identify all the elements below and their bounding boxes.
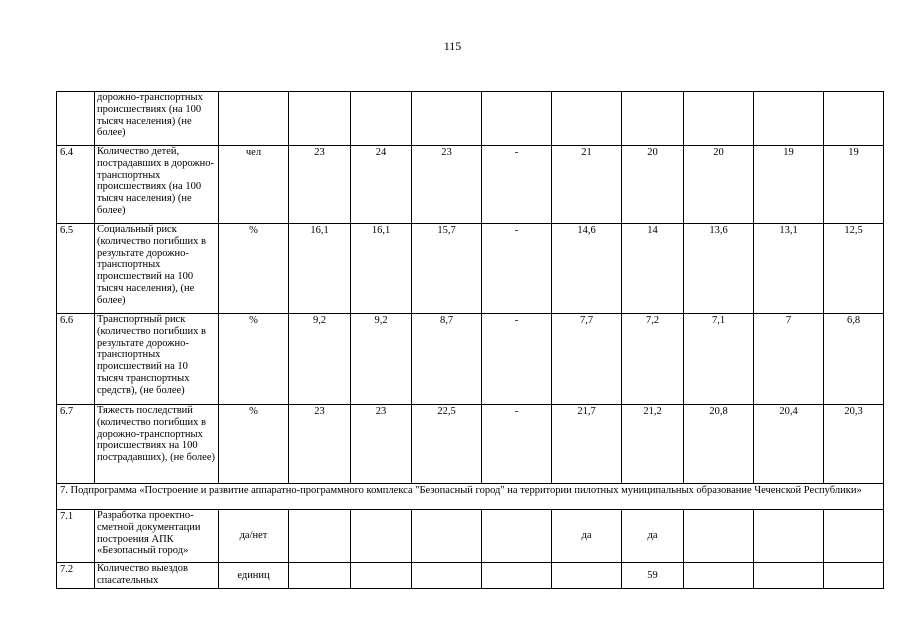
unit-cell: чел [219, 146, 289, 224]
value-cell: 7,1 [684, 314, 754, 405]
value-cell: 21,7 [552, 405, 622, 484]
value-cell [482, 92, 552, 146]
table-row [57, 92, 884, 146]
value-cell [412, 563, 482, 589]
value-cell: 23 [289, 146, 351, 224]
value-cell: 16,1 [351, 224, 412, 314]
value-cell [754, 563, 824, 589]
subprogram-title: 7. Подпрограмма «Построение и развитие аппаратно-программного комплекса "Безопасный город" на территории пилотных муниципальных образование Чеченской Республики» [57, 484, 884, 510]
row-id: 6.6 [57, 314, 95, 405]
value-cell: - [482, 224, 552, 314]
value-cell [351, 92, 412, 146]
value-cell [482, 510, 552, 563]
unit-cell: единиц [219, 563, 289, 589]
value-cell [482, 563, 552, 589]
value-cell [351, 563, 412, 589]
value-cell: 7,2 [622, 314, 684, 405]
indicator-name: Количество детей, пострадавших в дорожно-транспортных происшествиях (на 100 тысяч населения) (не более) [95, 146, 219, 224]
value-cell: 23 [412, 146, 482, 224]
indicator-name: Транспортный риск (количество погибших в результате дорожно-транспортных происшествий на 10 тысяч транспортных средств), (не более) [95, 314, 219, 405]
row-id [57, 92, 95, 146]
section-row [57, 484, 884, 510]
value-cell: 7 [754, 314, 824, 405]
value-cell: 7,7 [552, 314, 622, 405]
value-cell: 9,2 [289, 314, 351, 405]
value-cell: да [552, 510, 622, 563]
indicator-name: Тяжесть последствий (количество погибших в дорожно-транспортных происшествиях на 100 пострадавших), (не более) [95, 405, 219, 484]
value-cell: 6,8 [824, 314, 884, 405]
value-cell [552, 563, 622, 589]
table-row [57, 563, 884, 589]
value-cell: - [482, 405, 552, 484]
value-cell: 9,2 [351, 314, 412, 405]
indicator-name: дорожно-транспортных происшествиях (на 100 тысяч населения) (не более) [95, 92, 219, 146]
value-cell: 21 [552, 146, 622, 224]
unit-cell [219, 92, 289, 146]
value-cell: 20,3 [824, 405, 884, 484]
value-cell [289, 563, 351, 589]
value-cell: 23 [351, 405, 412, 484]
table-row [57, 405, 884, 484]
row-id: 7.1 [57, 510, 95, 563]
unit-cell: % [219, 224, 289, 314]
value-cell: 19 [754, 146, 824, 224]
value-cell [754, 92, 824, 146]
value-cell: 14,6 [552, 224, 622, 314]
value-cell [351, 510, 412, 563]
unit-cell: да/нет [219, 510, 289, 563]
table-row [57, 510, 884, 563]
value-cell: - [482, 314, 552, 405]
value-cell: 8,7 [412, 314, 482, 405]
value-cell: 13,6 [684, 224, 754, 314]
unit-cell: % [219, 405, 289, 484]
value-cell [412, 92, 482, 146]
row-id: 6.5 [57, 224, 95, 314]
value-cell: 24 [351, 146, 412, 224]
value-cell: 59 [622, 563, 684, 589]
row-id: 6.4 [57, 146, 95, 224]
value-cell [824, 92, 884, 146]
value-cell: 22,5 [412, 405, 482, 484]
value-cell [684, 563, 754, 589]
value-cell: - [482, 146, 552, 224]
value-cell: 14 [622, 224, 684, 314]
value-cell: 13,1 [754, 224, 824, 314]
value-cell: 20 [622, 146, 684, 224]
value-cell: 20,4 [754, 405, 824, 484]
value-cell: да [622, 510, 684, 563]
value-cell [552, 92, 622, 146]
value-cell [412, 510, 482, 563]
value-cell [684, 510, 754, 563]
row-id: 7.2 [57, 563, 95, 589]
value-cell [289, 92, 351, 146]
value-cell [289, 510, 351, 563]
page-number: 115 [443, 39, 462, 53]
value-cell [824, 510, 884, 563]
value-cell: 20,8 [684, 405, 754, 484]
table-row [57, 224, 884, 314]
table-row [57, 314, 884, 405]
value-cell: 21,2 [622, 405, 684, 484]
unit-cell: % [219, 314, 289, 405]
indicator-name: Количество выездов спасательных [95, 563, 219, 589]
value-cell [824, 563, 884, 589]
indicators-table [56, 91, 884, 589]
value-cell [622, 92, 684, 146]
value-cell: 20 [684, 146, 754, 224]
value-cell: 15,7 [412, 224, 482, 314]
value-cell: 12,5 [824, 224, 884, 314]
value-cell [684, 92, 754, 146]
value-cell: 16,1 [289, 224, 351, 314]
indicator-name: Социальный риск (количество погибших в результате дорожно-транспортных происшествий на 100 тысяч населения), (не более) [95, 224, 219, 314]
value-cell [754, 510, 824, 563]
indicator-name: Разработка проектно-сметной документации построения АПК «Безопасный город» [95, 510, 219, 563]
table-row [57, 146, 884, 224]
row-id: 6.7 [57, 405, 95, 484]
value-cell: 23 [289, 405, 351, 484]
value-cell: 19 [824, 146, 884, 224]
